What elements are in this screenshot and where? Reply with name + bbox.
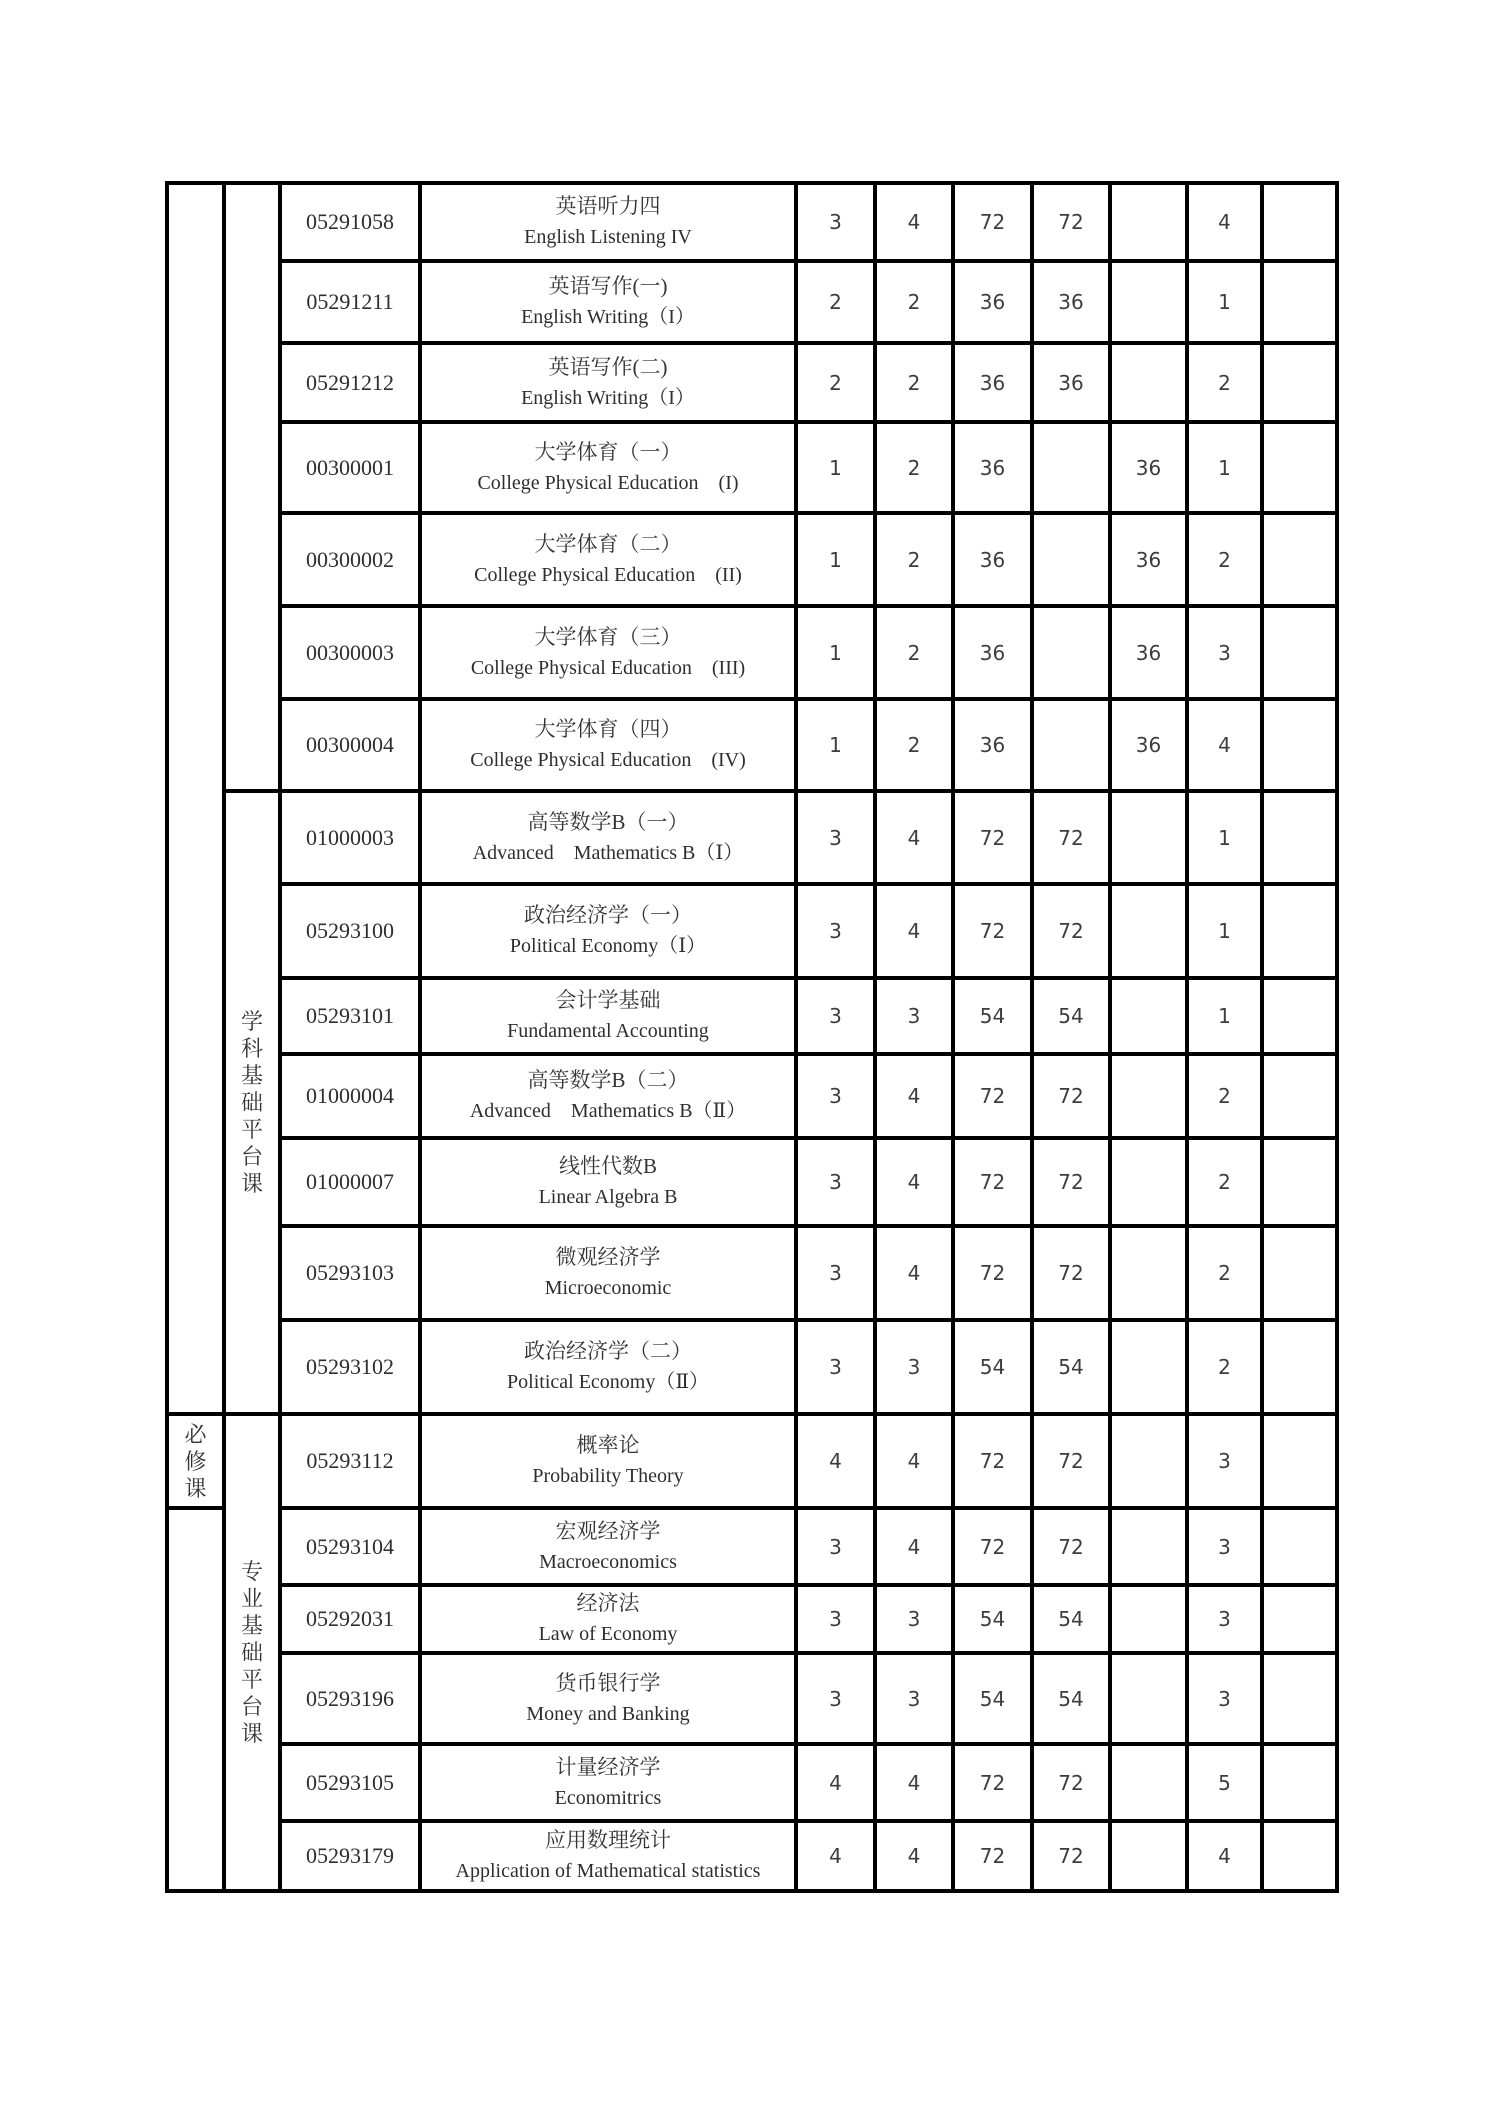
total-hours-cell: 72 <box>953 1226 1032 1320</box>
course-code-cell: 00300004 <box>280 699 420 791</box>
total-hours-cell: 36 <box>953 606 1032 699</box>
total-hours-cell: 72 <box>953 884 1032 978</box>
practice-hours-cell <box>1110 1054 1187 1138</box>
course-type-cell-empty <box>167 183 224 1414</box>
lecture-hours-cell <box>1032 513 1110 606</box>
lecture-hours-cell: 36 <box>1032 343 1110 422</box>
credits-cell: 1 <box>796 422 875 513</box>
course-name-en: Fundamental Accounting <box>507 1020 709 1042</box>
course-name-en: Political Economy（Ⅰ） <box>509 935 707 957</box>
weekly-hours-cell: 4 <box>875 1821 953 1891</box>
credits-cell: 3 <box>796 1226 875 1320</box>
total-hours-cell: 72 <box>953 1744 1032 1821</box>
course-name-en: College Physical Education (IV) <box>470 749 746 771</box>
weekly-hours-cell: 3 <box>875 1653 953 1744</box>
course-name-en: College Physical Education (I) <box>477 471 739 494</box>
weekly-hours-cell: 4 <box>875 1508 953 1585</box>
practice-hours-cell <box>1110 1653 1187 1744</box>
major-platform-label: 专业基础平台课 <box>240 1559 263 1746</box>
note-cell <box>1262 978 1337 1054</box>
lecture-hours-cell <box>1032 699 1110 791</box>
practice-hours-cell: 36 <box>1110 513 1187 606</box>
course-name-en: Law of Economy <box>538 1623 678 1645</box>
course-name-cell <box>420 343 796 422</box>
weekly-hours-cell: 4 <box>875 1744 953 1821</box>
note-cell <box>1262 1585 1337 1653</box>
table-row <box>167 791 1337 884</box>
semester-cell: 2 <box>1187 1054 1262 1138</box>
credits-cell: 3 <box>796 1054 875 1138</box>
credits-cell: 3 <box>796 1508 875 1585</box>
semester-cell: 1 <box>1187 422 1262 513</box>
semester-cell: 4 <box>1187 183 1262 261</box>
table-row <box>167 1585 1337 1653</box>
semester-cell: 3 <box>1187 1585 1262 1653</box>
lecture-hours-cell: 72 <box>1032 1508 1110 1585</box>
total-hours-cell: 72 <box>953 1138 1032 1226</box>
course-name-en: Application of Mathematical statistics <box>455 1860 761 1882</box>
total-hours-cell: 36 <box>953 343 1032 422</box>
table-row <box>167 884 1337 978</box>
total-hours-cell: 54 <box>953 978 1032 1054</box>
table-row <box>167 1054 1337 1138</box>
semester-cell: 3 <box>1187 1414 1262 1508</box>
weekly-hours-cell: 4 <box>875 183 953 261</box>
semester-cell: 2 <box>1187 513 1262 606</box>
practice-hours-cell <box>1110 1821 1187 1891</box>
course-name-cell <box>420 1744 796 1821</box>
course-code-cell: 05291211 <box>280 261 420 343</box>
course-name-en: College Physical Education (III) <box>470 656 746 679</box>
subject-platform-label: 学科基础平台课 <box>240 1009 263 1196</box>
credits-cell: 3 <box>796 1138 875 1226</box>
note-cell <box>1262 1744 1337 1821</box>
course-name-en: Linear Algebra B <box>538 1186 678 1208</box>
total-hours-cell: 72 <box>953 1054 1032 1138</box>
lecture-hours-cell: 72 <box>1032 1821 1110 1891</box>
course-code-cell: 05293105 <box>280 1744 420 1821</box>
practice-hours-cell <box>1110 1226 1187 1320</box>
semester-cell: 3 <box>1187 1508 1262 1585</box>
semester-cell: 2 <box>1187 1226 1262 1320</box>
note-cell <box>1262 884 1337 978</box>
course-code-cell: 05293104 <box>280 1508 420 1585</box>
table-row <box>167 699 1337 791</box>
note-cell <box>1262 1226 1337 1320</box>
lecture-hours-cell: 72 <box>1032 1226 1110 1320</box>
practice-hours-cell <box>1110 1508 1187 1585</box>
course-code-cell: 05291058 <box>280 183 420 261</box>
note-cell <box>1262 1821 1337 1891</box>
required-course-label: 必修课 <box>184 1421 207 1501</box>
course-name-cell <box>420 422 796 513</box>
practice-hours-cell <box>1110 183 1187 261</box>
course-name-zh: 英语写作(二) <box>548 354 668 379</box>
table-row <box>167 978 1337 1054</box>
course-name-en: College Physical Education (II) <box>474 563 742 586</box>
practice-hours-cell <box>1110 978 1187 1054</box>
total-hours-cell: 72 <box>953 183 1032 261</box>
credits-cell: 1 <box>796 699 875 791</box>
note-cell <box>1262 513 1337 606</box>
credits-cell: 3 <box>796 183 875 261</box>
table-row <box>167 513 1337 606</box>
table-row <box>167 606 1337 699</box>
course-name-zh: 宏观经济学 <box>555 1518 661 1543</box>
course-name-zh: 经济法 <box>576 1591 640 1615</box>
weekly-hours-cell: 2 <box>875 343 953 422</box>
lecture-hours-cell: 54 <box>1032 1320 1110 1414</box>
course-name-zh: 微观经济学 <box>555 1245 661 1269</box>
practice-hours-cell <box>1110 1744 1187 1821</box>
course-name-en: Political Economy（Ⅱ） <box>507 1371 709 1393</box>
semester-cell: 1 <box>1187 978 1262 1054</box>
course-name-zh: 大学体育（二） <box>534 531 682 556</box>
table-row <box>167 1508 1337 1585</box>
semester-cell: 1 <box>1187 884 1262 978</box>
note-cell <box>1262 606 1337 699</box>
course-name-en: English Writing（I） <box>521 386 695 409</box>
practice-hours-cell <box>1110 884 1187 978</box>
total-hours-cell: 54 <box>953 1320 1032 1414</box>
note-cell <box>1262 699 1337 791</box>
semester-cell: 4 <box>1187 1821 1262 1891</box>
course-name-cell <box>420 884 796 978</box>
course-name-zh: 高等数学B（二） <box>527 1068 689 1092</box>
semester-cell: 2 <box>1187 343 1262 422</box>
practice-hours-cell <box>1110 1320 1187 1414</box>
course-code-cell: 01000003 <box>280 791 420 884</box>
course-code-cell: 00300002 <box>280 513 420 606</box>
course-code-cell: 05293101 <box>280 978 420 1054</box>
lecture-hours-cell: 72 <box>1032 1054 1110 1138</box>
course-name-cell <box>420 183 796 261</box>
lecture-hours-cell: 54 <box>1032 1585 1110 1653</box>
course-name-cell <box>420 606 796 699</box>
total-hours-cell: 54 <box>953 1653 1032 1744</box>
course-code-cell: 01000007 <box>280 1138 420 1226</box>
total-hours-cell: 36 <box>953 422 1032 513</box>
note-cell <box>1262 1414 1337 1508</box>
note-cell <box>1262 343 1337 422</box>
course-code-cell: 05291212 <box>280 343 420 422</box>
weekly-hours-cell: 4 <box>875 1414 953 1508</box>
total-hours-cell: 36 <box>953 513 1032 606</box>
course-name-cell <box>420 1320 796 1414</box>
course-name-en: English Listening IV <box>524 226 692 248</box>
weekly-hours-cell: 2 <box>875 261 953 343</box>
weekly-hours-cell: 2 <box>875 606 953 699</box>
total-hours-cell: 54 <box>953 1585 1032 1653</box>
weekly-hours-cell: 3 <box>875 1320 953 1414</box>
weekly-hours-cell: 4 <box>875 1226 953 1320</box>
practice-hours-cell <box>1110 1414 1187 1508</box>
practice-hours-cell <box>1110 261 1187 343</box>
course-name-cell <box>420 1138 796 1226</box>
table-row <box>167 1653 1337 1744</box>
practice-hours-cell <box>1110 1585 1187 1653</box>
credits-cell: 2 <box>796 261 875 343</box>
course-code-cell: 01000004 <box>280 1054 420 1138</box>
total-hours-cell: 36 <box>953 261 1032 343</box>
weekly-hours-cell: 4 <box>875 884 953 978</box>
course-group-cell-major-platform <box>224 1414 280 1891</box>
course-name-zh: 英语写作(一) <box>548 274 668 298</box>
course-code-cell: 05292031 <box>280 1585 420 1653</box>
course-name-cell <box>420 513 796 606</box>
note-cell <box>1262 261 1337 343</box>
credits-cell: 3 <box>796 1653 875 1744</box>
course-name-zh: 会计学基础 <box>555 988 661 1012</box>
practice-hours-cell: 36 <box>1110 699 1187 791</box>
course-code-cell: 00300001 <box>280 422 420 513</box>
credits-cell: 2 <box>796 343 875 422</box>
lecture-hours-cell: 72 <box>1032 1744 1110 1821</box>
course-code-cell: 05293112 <box>280 1414 420 1508</box>
course-code-cell: 05293179 <box>280 1821 420 1891</box>
lecture-hours-cell: 72 <box>1032 1138 1110 1226</box>
course-name-zh: 应用数理统计 <box>545 1828 671 1852</box>
total-hours-cell: 72 <box>953 1821 1032 1891</box>
curriculum-table <box>165 181 1339 1893</box>
lecture-hours-cell: 36 <box>1032 261 1110 343</box>
lecture-hours-cell: 72 <box>1032 183 1110 261</box>
course-name-zh: 政治经济学（一） <box>524 903 692 927</box>
note-cell <box>1262 1320 1337 1414</box>
total-hours-cell: 72 <box>953 791 1032 884</box>
semester-cell: 5 <box>1187 1744 1262 1821</box>
table-row <box>167 1138 1337 1226</box>
table-row <box>167 422 1337 513</box>
course-name-cell <box>420 1508 796 1585</box>
course-name-zh: 高等数学B（一） <box>527 809 689 834</box>
credits-cell: 3 <box>796 884 875 978</box>
lecture-hours-cell <box>1032 606 1110 699</box>
note-cell <box>1262 1508 1337 1585</box>
lecture-hours-cell: 54 <box>1032 1653 1110 1744</box>
credits-cell: 3 <box>796 791 875 884</box>
course-group-cell-empty <box>224 183 280 791</box>
course-name-en: Advanced Mathematics B（Ⅱ） <box>469 1100 747 1122</box>
lecture-hours-cell: 72 <box>1032 1414 1110 1508</box>
weekly-hours-cell: 2 <box>875 699 953 791</box>
credits-cell: 1 <box>796 606 875 699</box>
credits-cell: 3 <box>796 1585 875 1653</box>
semester-cell: 1 <box>1187 261 1262 343</box>
course-name-cell <box>420 1821 796 1891</box>
weekly-hours-cell: 4 <box>875 1138 953 1226</box>
course-code-cell: 05293103 <box>280 1226 420 1320</box>
course-group-cell-subject-platform <box>224 791 280 1414</box>
course-code-cell: 05293196 <box>280 1653 420 1744</box>
note-cell <box>1262 1653 1337 1744</box>
weekly-hours-cell: 3 <box>875 978 953 1054</box>
table-row <box>167 1226 1337 1320</box>
weekly-hours-cell: 2 <box>875 422 953 513</box>
note-cell <box>1262 1138 1337 1226</box>
course-name-cell <box>420 978 796 1054</box>
course-name-zh: 大学体育（三） <box>534 624 682 649</box>
credits-cell: 4 <box>796 1821 875 1891</box>
weekly-hours-cell: 4 <box>875 791 953 884</box>
credits-cell: 4 <box>796 1414 875 1508</box>
course-code-cell: 05293100 <box>280 884 420 978</box>
lecture-hours-cell: 72 <box>1032 791 1110 884</box>
note-cell <box>1262 1054 1337 1138</box>
semester-cell: 2 <box>1187 1138 1262 1226</box>
note-cell <box>1262 183 1337 261</box>
weekly-hours-cell: 4 <box>875 1054 953 1138</box>
course-name-zh: 大学体育（四） <box>534 717 682 741</box>
course-name-cell <box>420 1414 796 1508</box>
course-name-zh: 货币银行学 <box>555 1670 661 1695</box>
table-row <box>167 1744 1337 1821</box>
credits-cell: 4 <box>796 1744 875 1821</box>
course-name-cell <box>420 261 796 343</box>
course-name-zh: 概率论 <box>576 1433 640 1457</box>
practice-hours-cell <box>1110 343 1187 422</box>
course-name-zh: 计量经济学 <box>555 1754 661 1779</box>
total-hours-cell: 36 <box>953 699 1032 791</box>
course-name-en: Microeconomic <box>544 1277 672 1299</box>
practice-hours-cell: 36 <box>1110 422 1187 513</box>
course-name-cell <box>420 1226 796 1320</box>
course-code-cell: 05293102 <box>280 1320 420 1414</box>
semester-cell: 3 <box>1187 1653 1262 1744</box>
table-row <box>167 1821 1337 1891</box>
course-name-cell <box>420 791 796 884</box>
credits-cell: 3 <box>796 978 875 1054</box>
table-row <box>167 343 1337 422</box>
table-row <box>167 183 1337 261</box>
weekly-hours-cell: 2 <box>875 513 953 606</box>
table-row <box>167 261 1337 343</box>
semester-cell: 2 <box>1187 1320 1262 1414</box>
practice-hours-cell <box>1110 791 1187 884</box>
course-name-en: Economitrics <box>554 1786 662 1809</box>
note-cell <box>1262 791 1337 884</box>
table-row <box>167 1320 1337 1414</box>
course-name-zh: 政治经济学（二） <box>524 1339 692 1363</box>
course-name-zh: 英语听力四 <box>555 194 661 218</box>
total-hours-cell: 72 <box>953 1414 1032 1508</box>
note-cell <box>1262 422 1337 513</box>
lecture-hours-cell <box>1032 422 1110 513</box>
table-row <box>167 1414 1337 1508</box>
lecture-hours-cell: 72 <box>1032 884 1110 978</box>
credits-cell: 1 <box>796 513 875 606</box>
practice-hours-cell: 36 <box>1110 606 1187 699</box>
course-name-cell <box>420 699 796 791</box>
course-name-cell <box>420 1585 796 1653</box>
course-name-en: Money and Banking <box>526 1702 690 1725</box>
total-hours-cell: 72 <box>953 1508 1032 1585</box>
course-name-en: Macroeconomics <box>539 1550 677 1573</box>
course-name-zh: 线性代数B <box>558 1154 657 1178</box>
course-code-cell: 00300003 <box>280 606 420 699</box>
weekly-hours-cell: 3 <box>875 1585 953 1653</box>
semester-cell: 3 <box>1187 606 1262 699</box>
semester-cell: 4 <box>1187 699 1262 791</box>
course-type-cell-required <box>167 1414 224 1508</box>
practice-hours-cell <box>1110 1138 1187 1226</box>
semester-cell: 1 <box>1187 791 1262 884</box>
course-name-en: English Writing（I） <box>521 306 695 328</box>
course-name-en: Advanced Mathematics B（Ⅰ） <box>472 841 744 864</box>
lecture-hours-cell: 54 <box>1032 978 1110 1054</box>
course-type-cell-empty <box>167 1508 224 1891</box>
course-name-zh: 大学体育（一） <box>534 439 682 464</box>
course-name-cell <box>420 1653 796 1744</box>
credits-cell: 3 <box>796 1320 875 1414</box>
course-name-en: Probability Theory <box>532 1465 684 1487</box>
course-name-cell <box>420 1054 796 1138</box>
